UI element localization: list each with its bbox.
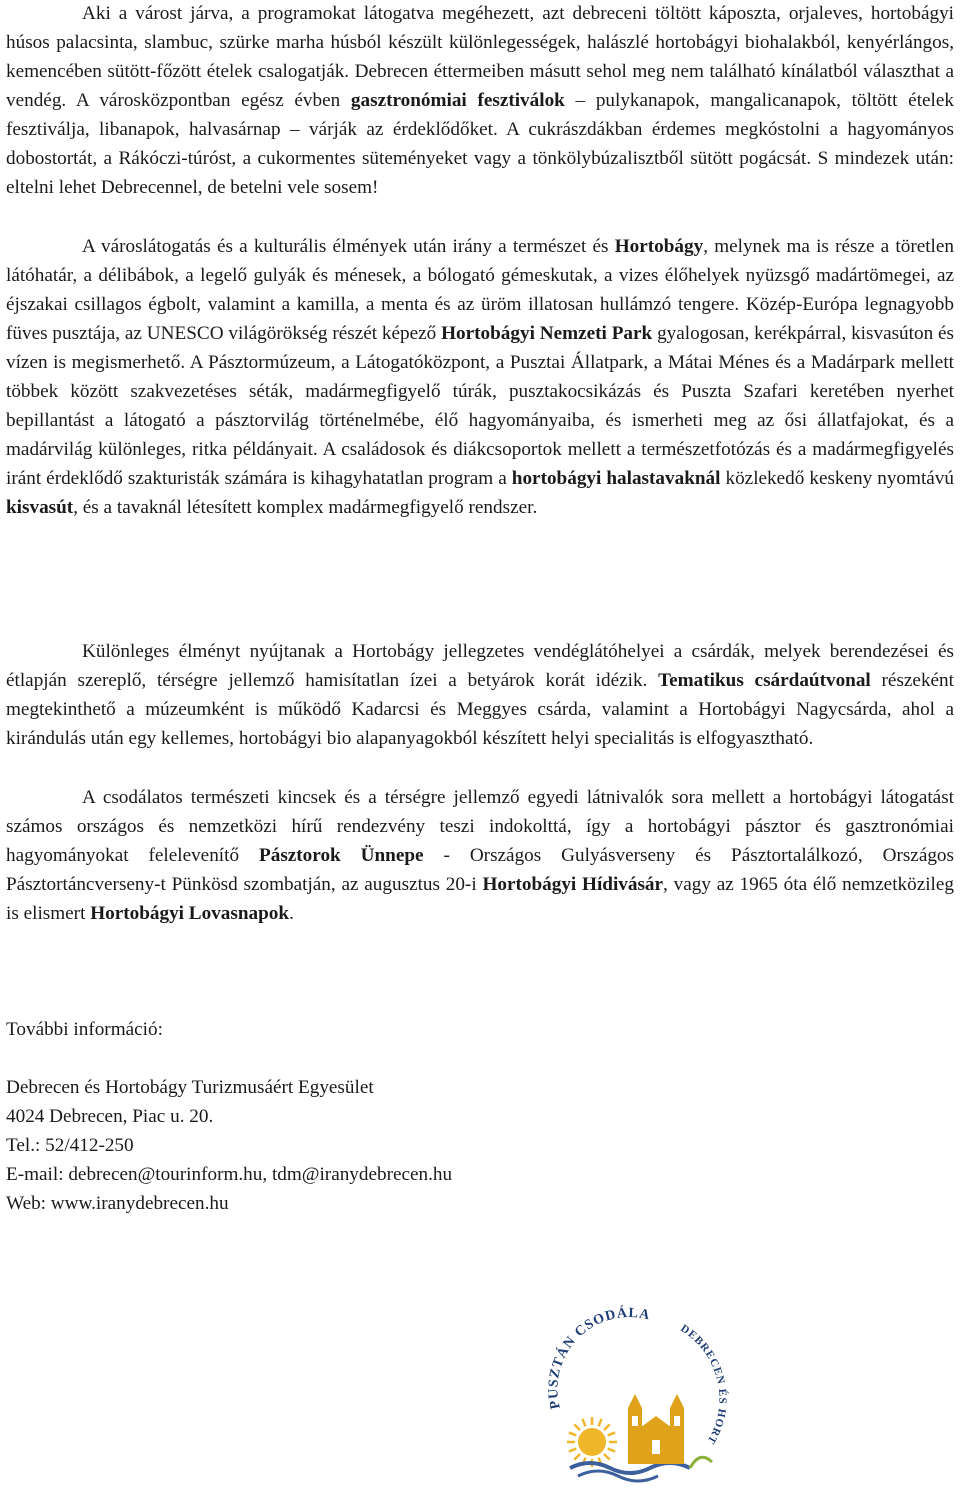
logo-top-text: PUSZTÁN CSODÁLA — [546, 1305, 651, 1411]
bold-phrase: Hortobágy — [614, 236, 704, 257]
bold-phrase: Hortobágyi Nemzeti Park — [441, 323, 653, 344]
bold-phrase: kisvasút — [6, 497, 74, 518]
paragraph-hortobagy-nature — [6, 232, 954, 522]
text-run: - Országos Gulyásverseny és Pásztortalálkozó, Országos Pásztortáncverseny-t Pünkösd szombatján, az augusztus 20-i — [6, 845, 954, 895]
info-web-link[interactable]: Web: www.iranydebrecen.hu — [6, 1193, 229, 1214]
info-email[interactable]: E-mail: debrecen@tourinform.hu, tdm@iranydebrecen.hu — [6, 1164, 453, 1185]
info-address: 4024 Debrecen, Piac u. 20. — [6, 1106, 214, 1127]
text-run: Különleges élményt nyújtanak a Hortobágy jellegzetes vendéglátóhelyei a csárdák, melyek berendezései és étlapján szereplő, térségre jellemző hamisítatlan ízei a betyárok korát idézik. — [6, 641, 954, 691]
logo-bottom-text: DEBRECEN ÉS HORT — [678, 1322, 729, 1447]
bold-phrase: Pásztorok Ünnepe — [259, 845, 424, 866]
info-organization: Debrecen és Hortobágy Turizmusáért Egyesület — [6, 1077, 374, 1098]
logo-graphic — [530, 1290, 730, 1490]
paragraph-gastronomy — [6, 0, 954, 202]
sun-ray — [599, 1419, 602, 1426]
bold-phrase: Hortobágyi Lovasnapok — [90, 903, 290, 924]
text-run: A csodálatos természeti kincsek és a térségre jellemző egyedi látnivalók sora mellett a hortobágyi látogatást számos országos és nemzetközi hírű rendezvény teszi indokolttá, így a hortobágyi pásztor és gasztronómiai hagyományokat felelevenítő — [6, 787, 954, 866]
info-heading: További információ: — [6, 1019, 163, 1040]
paragraph-csardas — [6, 637, 954, 753]
bold-phrase: Hortobágyi Hídivásár — [482, 874, 664, 895]
sun-ray — [608, 1449, 615, 1452]
text-run: . — [289, 903, 294, 924]
bold-phrase: hortobágyi halastavaknál — [511, 468, 721, 489]
sun-ray — [574, 1454, 580, 1460]
text-run: közlekedő keskeny nyomtávú — [720, 468, 954, 489]
text-run: , melynek ma is része a töretlen látóhatár, a délibábok, a legelő gulyák és ménesek, a bólogató gémeskutak, a vizes élőhelyek nyüzsgő madártömegei, az éjszakai csillagos égbolt, valamint a kamilla, a menta és az üröm illatosan hullámzó tengere. Közép-Európa legnagyobb füves pusztája, az UNESCO világörökség részét képező — [6, 236, 954, 344]
pusztan-csodalatos-logo — [530, 1290, 730, 1490]
bold-phrase: gasztronómiai fesztiválok — [350, 90, 565, 111]
sun-ray — [574, 1424, 580, 1430]
sun-ray — [569, 1432, 576, 1435]
text-run: A városlátogatás és a kulturális élmények után irány a természet és — [82, 236, 615, 257]
text-run: Aki a várost járva, a programokat látogatva megéhezett, azt debreceni töltött káposzta, orjaleves, hortobágyi húsos palacsinta, slambuc, szürke marha húsból készült különlegességek, halászlé hortobágyi biohalakból, kenyérlángos, kemencében sütött-főzött ételek csalogatják. Debrecen éttermeiben másutt sehol meg nem található kínálatból választhat a vendég. A városközpontban egész évben — [6, 3, 954, 111]
sun-ray — [604, 1454, 610, 1460]
text-run: gyalogosan, kerékpárral, kisvasúton és vízen is megismerhető. A Pásztormúzeum, a Látogatóközpont, a Pusztai Állatpark, a Mátai Ménes és a Madárpark mellett többek között szakvezetéses séták, madármegfigyelő túrák, pusztakocsikázás és Puszta Szafari keretében nyerhet bepillantást a látogató a pásztorvilág történelmébe, élő hagyományaiba, és ismerheti meg az ősi állatfajokat, és a madárvilág különleges, ritka példányait. A családosok és diákcsoportok mellett a természetfotózás és a madármegfigyelés iránt érdeklődő szakturisták számára is kihagyhatatlan program a — [6, 323, 954, 489]
sun-ray — [582, 1419, 585, 1426]
info-phone: Tel.: 52/412-250 — [6, 1135, 134, 1156]
sun-icon — [567, 1417, 617, 1467]
text-run: , vagy az 1965 óta élő nemzetközileg is elismert — [6, 874, 954, 924]
bold-phrase: Tematikus csárdaútvonal — [658, 670, 871, 691]
sun-ray — [608, 1432, 615, 1435]
sun-ray — [604, 1424, 610, 1430]
paragraph-events — [6, 783, 954, 928]
text-run: , és a tavaknál létesített komplex madármegfigyelő rendszer. — [73, 497, 538, 518]
svg-text:PUSZTÁN CSODÁLATOS — [530, 1290, 652, 1410]
leaf-icon — [690, 1457, 712, 1468]
church-icon — [628, 1394, 684, 1464]
sun-ray — [569, 1449, 576, 1452]
text-run: részeként megtekinthető a múzeumként is működő Kadarcsi és Meggyes csárda, valamint a Hortobágyi Nagycsárda, ahol a kirándulás után egy kellemes, hortobágyi bio alapanyagokból készített helyi specialitás is elfogyasztható. — [6, 670, 954, 749]
text-run: – pulykanapok, mangalicanapok, töltött ételek fesztiválja, libanapok, halvasárnap – várják az érdeklődőket. A cukrászdákban érdemes megkóstolni a hagyományos dobostortát, a Rákóczi-túróst, a cukormentes süteményeket vagy a tönkölybúzalisztből sütött pogácsát. S mindezek után: eltelni lehet Debrecennel, de betelni vele sosem! — [6, 90, 954, 198]
